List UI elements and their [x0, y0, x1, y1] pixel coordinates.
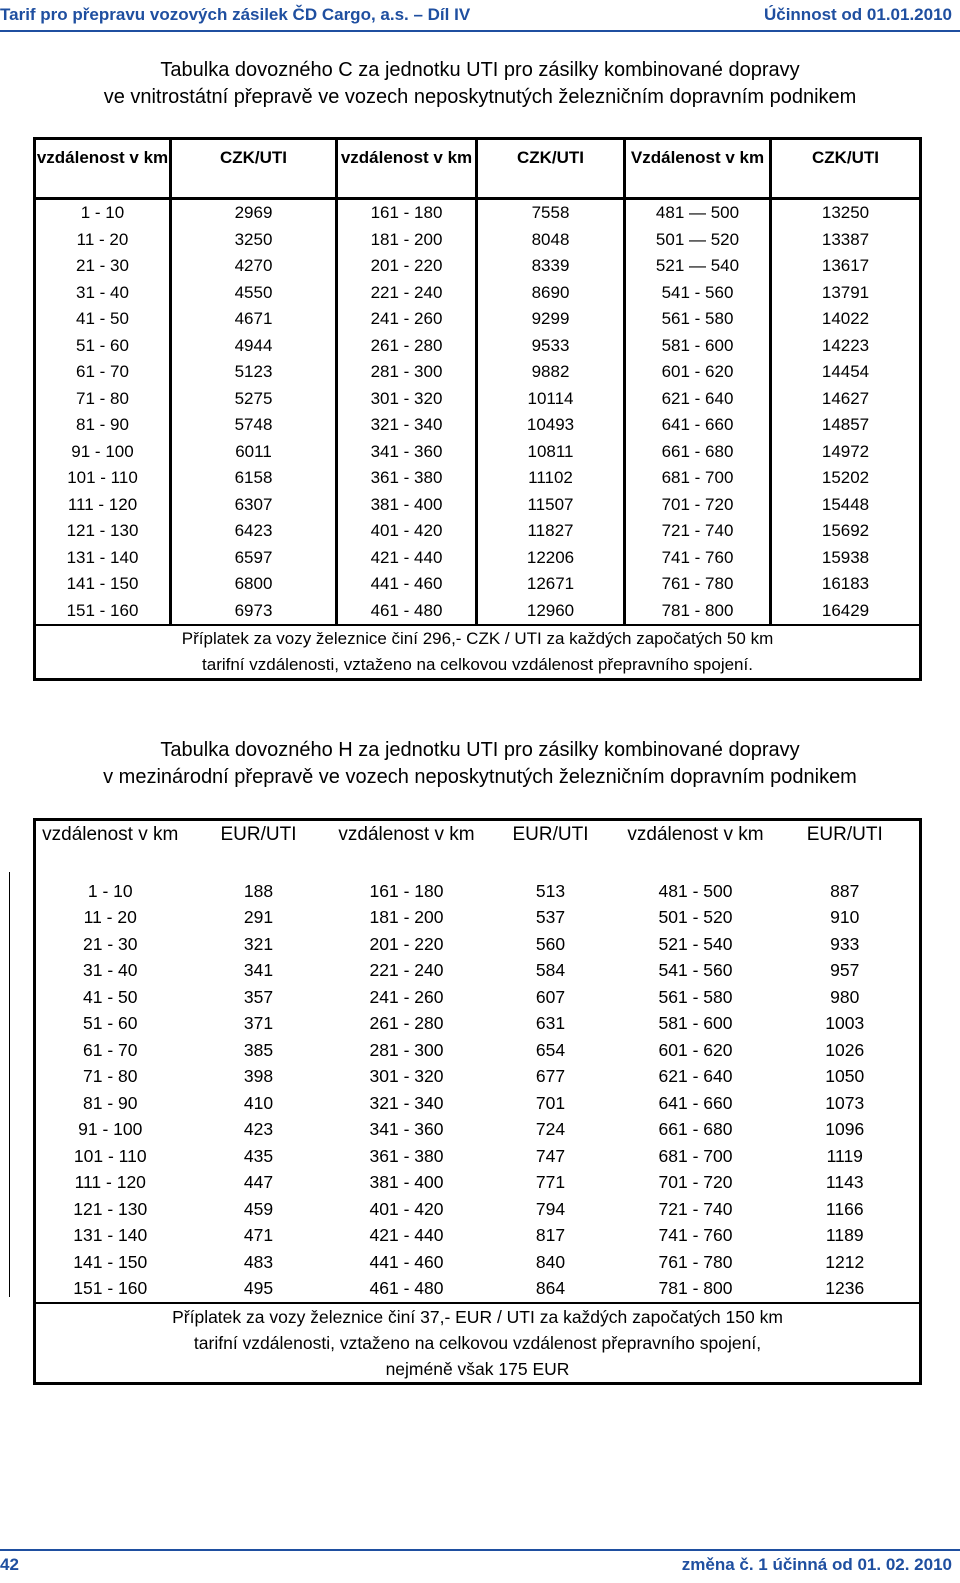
- distance-cell: 421 - 440: [337, 545, 477, 572]
- distance-cell: 201 - 220: [369, 933, 444, 954]
- table-c-note-row: [35, 625, 921, 680]
- table-row: [35, 1037, 921, 1064]
- price-cell: 1143: [825, 1172, 864, 1193]
- distance-cell: 61 - 70: [83, 1039, 138, 1060]
- distance-cell: 721 - 740: [625, 518, 771, 545]
- table-c-header-price-2: CZK/UTI: [477, 139, 625, 199]
- distance-cell: 21 - 30: [76, 256, 129, 276]
- table-c-header-row: [35, 139, 921, 199]
- price-cell: 1166: [825, 1198, 864, 1219]
- price-cell: 15448: [771, 492, 921, 519]
- price-cell: 584: [535, 960, 566, 981]
- price-cell: 6307: [171, 492, 337, 519]
- table-row: [35, 904, 921, 931]
- distance-cell: 701 - 720: [658, 1172, 733, 1193]
- price-cell: 371: [243, 1013, 274, 1034]
- header-effective-date: Účinnost od 01.01.2010: [763, 5, 952, 24]
- distance-cell: 461 - 480: [337, 598, 477, 626]
- price-cell: 11827: [477, 518, 625, 545]
- price-cell: 10493: [477, 412, 625, 439]
- price-cell: 12960: [477, 598, 625, 626]
- price-cell: 6423: [171, 518, 337, 545]
- table-row: [35, 878, 921, 905]
- distance-cell: 71 - 80: [76, 388, 129, 408]
- distance-cell: 321 - 340: [369, 1092, 444, 1113]
- distance-cell: 41 - 50: [76, 309, 129, 329]
- distance-cell: 501 — 520: [625, 227, 771, 254]
- price-cell: 1073: [825, 1092, 865, 1113]
- price-cell: 513: [535, 880, 566, 901]
- table-row: [35, 492, 921, 519]
- distance-cell: 581 - 600: [625, 333, 771, 360]
- distance-cell: 641 - 660: [625, 412, 771, 439]
- price-cell: 724: [535, 1119, 566, 1140]
- table-row: [35, 931, 921, 958]
- distance-cell: 31 - 40: [83, 960, 138, 981]
- distance-cell: 661 - 680: [625, 439, 771, 466]
- distance-cell: 561 - 580: [625, 306, 771, 333]
- price-cell: 6597: [171, 545, 337, 572]
- price-cell: 495: [243, 1278, 274, 1299]
- table-row: [35, 253, 921, 280]
- price-cell: 15938: [771, 545, 921, 572]
- distance-cell: 741 - 760: [625, 545, 771, 572]
- distance-cell: 621 - 640: [658, 1066, 733, 1087]
- distance-cell: 761 - 780: [658, 1251, 733, 1272]
- price-cell: 560: [535, 933, 566, 954]
- price-cell: 1212: [825, 1251, 865, 1272]
- distance-cell: 11 - 20: [83, 907, 137, 928]
- price-cell: 321: [243, 933, 274, 954]
- price-cell: 15202: [771, 465, 921, 492]
- price-cell: 980: [830, 986, 860, 1007]
- price-cell: 9882: [477, 359, 625, 386]
- table-c-note-line1: Příplatek za vozy železnice činí 296,- CZK / UTI za každých započatých 50 km: [181, 629, 774, 648]
- page-header: [0, 0, 960, 30]
- price-cell: 747: [535, 1145, 566, 1166]
- distance-cell: 221 - 240: [369, 960, 444, 981]
- table-h-header-price-1: EUR/UTI: [220, 824, 297, 845]
- table-row: [35, 571, 921, 598]
- header-rule: [0, 30, 960, 32]
- table-h-header-distance-1: vzdálenost v km: [42, 824, 179, 845]
- distance-cell: 261 - 280: [337, 333, 477, 360]
- table-h-header-price-3: EUR/UTI: [806, 824, 883, 845]
- distance-cell: 581 - 600: [658, 1013, 733, 1034]
- distance-cell: 281 - 300: [369, 1039, 444, 1060]
- price-cell: 15692: [771, 518, 921, 545]
- table-row: [35, 1063, 921, 1090]
- price-cell: 11102: [477, 465, 625, 492]
- price-cell: 2969: [171, 199, 337, 227]
- distance-cell: 521 — 540: [625, 253, 771, 280]
- price-cell: 423: [243, 1119, 274, 1140]
- distance-cell: 221 - 240: [337, 280, 477, 307]
- change-note: změna č. 1 účinná od 01. 02. 2010: [681, 1555, 952, 1574]
- price-cell: 14972: [771, 439, 921, 466]
- distance-cell: 31 - 40: [76, 282, 129, 302]
- price-cell: 1119: [826, 1145, 863, 1166]
- price-cell: 410: [243, 1092, 274, 1113]
- price-cell: 13250: [771, 199, 921, 227]
- price-cell: 4270: [171, 253, 337, 280]
- distance-cell: 1 - 10: [87, 880, 133, 901]
- price-cell: 6158: [171, 465, 337, 492]
- distance-cell: 301 - 320: [369, 1066, 444, 1087]
- price-cell: 1003: [825, 1013, 865, 1034]
- distance-cell: 521 - 540: [658, 933, 733, 954]
- price-cell: 5123: [171, 359, 337, 386]
- price-cell: 7558: [477, 199, 625, 227]
- distance-cell: 741 - 760: [658, 1225, 733, 1246]
- table-h-note-line3: nejméně však 175 EUR: [385, 1358, 570, 1379]
- table-h-header-row: [35, 820, 921, 878]
- price-cell: 3250: [171, 227, 337, 254]
- distance-cell: 151 - 160: [66, 600, 139, 620]
- table-row: [35, 518, 921, 545]
- table-c-header-price-3: CZK/UTI: [771, 139, 921, 199]
- table-row: [35, 199, 921, 227]
- table-h-header-distance-2: vzdálenost v km: [338, 824, 475, 845]
- distance-cell: 121 - 130: [73, 1198, 148, 1219]
- table-row: [35, 1275, 921, 1303]
- table-row: [35, 598, 921, 626]
- table-c-header-distance-2: vzdálenost v km: [337, 139, 477, 199]
- price-cell: 6800: [171, 571, 337, 598]
- table-row: [35, 1090, 921, 1117]
- header-title: Tarif pro přepravu vozových zásilek ČD Cargo, a.s. – Díl IV: [0, 5, 471, 24]
- price-cell: 9299: [477, 306, 625, 333]
- distance-cell: 781 - 800: [658, 1278, 733, 1299]
- distance-cell: 111 - 120: [74, 1172, 146, 1193]
- distance-cell: 541 - 560: [625, 280, 771, 307]
- table-row: [35, 1196, 921, 1223]
- table-c-header-price-1: CZK/UTI: [171, 139, 337, 199]
- price-cell: 435: [243, 1145, 274, 1166]
- distance-cell: 241 - 260: [369, 986, 444, 1007]
- table-row: [35, 1010, 921, 1037]
- distance-cell: 441 - 460: [337, 571, 477, 598]
- price-cell: 16429: [771, 598, 921, 626]
- price-cell: 6011: [171, 439, 337, 466]
- distance-cell: 401 - 420: [337, 518, 477, 545]
- distance-cell: 681 - 700: [625, 465, 771, 492]
- distance-cell: 41 - 50: [83, 986, 138, 1007]
- distance-cell: 181 - 200: [337, 227, 477, 254]
- table-row: [35, 386, 921, 413]
- table-row: [35, 280, 921, 307]
- price-cell: 607: [535, 986, 566, 1007]
- table-c-header-distance-3: Vzdálenost v km: [625, 139, 771, 199]
- price-cell: 10811: [477, 439, 625, 466]
- price-cell: 357: [243, 986, 274, 1007]
- table-h-header-distance-3: vzdálenost v km: [627, 824, 764, 845]
- table-row: [35, 465, 921, 492]
- price-cell: 4671: [171, 306, 337, 333]
- table-h-header-price-2: EUR/UTI: [512, 824, 589, 845]
- price-cell: 12671: [477, 571, 625, 598]
- table-c-header-distance-1: vzdálenost v km: [36, 148, 169, 167]
- table-c-note-line2: tarifní vzdálenosti, vztaženo na celkovou vzdálenost přepravního spojení.: [202, 655, 753, 674]
- distance-cell: 761 - 780: [625, 571, 771, 598]
- distance-cell: 151 - 160: [73, 1278, 148, 1299]
- distance-cell: 401 - 420: [369, 1198, 444, 1219]
- price-cell: 10114: [477, 386, 625, 413]
- price-cell: 9533: [477, 333, 625, 360]
- price-cell: 1236: [825, 1278, 865, 1299]
- distance-cell: 341 - 360: [369, 1119, 444, 1140]
- table-row: [35, 1249, 921, 1276]
- distance-cell: 361 - 380: [369, 1145, 444, 1166]
- price-cell: 341: [243, 960, 274, 981]
- distance-cell: 481 — 500: [625, 199, 771, 227]
- price-cell: 1050: [825, 1066, 865, 1087]
- price-cell: 654: [535, 1039, 566, 1060]
- table-row: [35, 412, 921, 439]
- distance-cell: 261 - 280: [369, 1013, 444, 1034]
- price-cell: 631: [535, 1013, 566, 1034]
- price-cell: 447: [243, 1172, 274, 1193]
- price-cell: 1026: [825, 1039, 865, 1060]
- table-h-note-line1: Příplatek za vozy železnice činí 37,- EUR / UTI za každých započatých 150 km: [172, 1306, 783, 1327]
- price-cell: 483: [243, 1251, 274, 1272]
- distance-cell: 161 - 180: [369, 880, 444, 901]
- price-cell: 957: [830, 960, 860, 981]
- distance-cell: 381 - 400: [369, 1172, 444, 1193]
- price-cell: 8048: [477, 227, 625, 254]
- distance-cell: 101 - 110: [73, 1145, 147, 1166]
- table-h-body: [35, 878, 921, 1303]
- table-h-note: [35, 1303, 921, 1384]
- table-row: [35, 984, 921, 1011]
- distance-cell: 51 - 60: [83, 1013, 138, 1034]
- price-cell: 385: [243, 1039, 274, 1060]
- distance-cell: 91 - 100: [78, 1119, 143, 1140]
- distance-cell: 601 - 620: [625, 359, 771, 386]
- table-h-title: [0, 737, 960, 791]
- distance-cell: 131 - 140: [66, 547, 139, 567]
- distance-cell: 281 - 300: [337, 359, 477, 386]
- distance-cell: 701 - 720: [625, 492, 771, 519]
- margin-change-bar: [9, 872, 10, 1297]
- distance-cell: 541 - 560: [658, 960, 733, 981]
- table-row: [35, 1169, 921, 1196]
- price-cell: 398: [243, 1066, 274, 1087]
- distance-cell: 681 - 700: [658, 1145, 733, 1166]
- price-cell: 864: [535, 1278, 566, 1299]
- distance-cell: 141 - 150: [73, 1251, 148, 1272]
- price-cell: 677: [535, 1066, 566, 1087]
- price-cell: 13617: [771, 253, 921, 280]
- table-h-title-line2: v mezinárodní přepravě ve vozech neposkytnutých železničním dopravním podnikem: [103, 766, 857, 788]
- price-cell: 8339: [477, 253, 625, 280]
- price-cell: 701: [535, 1092, 566, 1113]
- price-cell: 13791: [771, 280, 921, 307]
- table-row: [35, 1116, 921, 1143]
- distance-cell: 781 - 800: [625, 598, 771, 626]
- distance-cell: 111 - 120: [67, 494, 138, 514]
- table-c-title-line2: ve vnitrostátní přepravě ve vozech neposkytnutých železničním dopravním podnikem: [103, 86, 857, 108]
- page-number: 42: [0, 1555, 19, 1574]
- table-row: [35, 333, 921, 360]
- distance-cell: 301 - 320: [337, 386, 477, 413]
- distance-cell: 91 - 100: [71, 441, 134, 461]
- table-h: [33, 818, 922, 1385]
- price-cell: 291: [243, 907, 274, 928]
- price-cell: 14627: [771, 386, 921, 413]
- distance-cell: 1 - 10: [35, 199, 171, 227]
- distance-cell: 201 - 220: [337, 253, 477, 280]
- distance-cell: 241 - 260: [337, 306, 477, 333]
- price-cell: 13387: [771, 227, 921, 254]
- price-cell: 933: [830, 933, 860, 954]
- table-row: [35, 439, 921, 466]
- distance-cell: 71 - 80: [83, 1066, 138, 1087]
- price-cell: 14454: [771, 359, 921, 386]
- distance-cell: 481 - 500: [658, 880, 733, 901]
- distance-cell: 141 - 150: [66, 574, 139, 594]
- distance-cell: 621 - 640: [625, 386, 771, 413]
- distance-cell: 131 - 140: [73, 1225, 148, 1246]
- distance-cell: 641 - 660: [658, 1092, 733, 1113]
- table-c: [33, 137, 922, 681]
- price-cell: 14223: [771, 333, 921, 360]
- distance-cell: 161 - 180: [337, 199, 477, 227]
- table-row: [35, 227, 921, 254]
- distance-cell: 361 - 380: [337, 465, 477, 492]
- table-c-note: [35, 625, 921, 680]
- distance-cell: 321 - 340: [337, 412, 477, 439]
- price-cell: 840: [535, 1251, 566, 1272]
- table-row: [35, 957, 921, 984]
- price-cell: 817: [535, 1225, 566, 1246]
- price-cell: 11507: [477, 492, 625, 519]
- table-c-body: [35, 199, 921, 626]
- price-cell: 771: [535, 1172, 566, 1193]
- distance-cell: 421 - 440: [369, 1225, 444, 1246]
- distance-cell: 81 - 90: [83, 1092, 138, 1113]
- price-cell: 471: [243, 1225, 274, 1246]
- price-cell: 14022: [771, 306, 921, 333]
- price-cell: 4550: [171, 280, 337, 307]
- table-h-note-row: [35, 1303, 921, 1384]
- distance-cell: 441 - 460: [369, 1251, 444, 1272]
- price-cell: 537: [535, 907, 566, 928]
- table-row: [35, 359, 921, 386]
- distance-cell: 601 - 620: [658, 1039, 733, 1060]
- distance-cell: 381 - 400: [337, 492, 477, 519]
- distance-cell: 11 - 20: [76, 229, 129, 249]
- price-cell: 1096: [825, 1119, 865, 1140]
- distance-cell: 61 - 70: [76, 362, 129, 382]
- table-c-title-line1: Tabulka dovozného C za jednotku UTI pro zásilky kombinované dopravy: [160, 59, 800, 81]
- price-cell: 6973: [171, 598, 337, 626]
- price-cell: 16183: [771, 571, 921, 598]
- table-row: [35, 306, 921, 333]
- distance-cell: 341 - 360: [337, 439, 477, 466]
- price-cell: 12206: [477, 545, 625, 572]
- distance-cell: 561 - 580: [658, 986, 733, 1007]
- table-row: [35, 545, 921, 572]
- distance-cell: 101 - 110: [67, 468, 138, 488]
- table-c-title: [0, 57, 960, 111]
- distance-cell: 121 - 130: [66, 521, 139, 541]
- price-cell: 188: [243, 880, 274, 901]
- price-cell: 794: [535, 1198, 566, 1219]
- table-row: [35, 1222, 921, 1249]
- price-cell: 14857: [771, 412, 921, 439]
- distance-cell: 51 - 60: [76, 335, 129, 355]
- distance-cell: 661 - 680: [658, 1119, 733, 1140]
- footer-rule: [0, 1549, 960, 1551]
- table-h-note-line2: tarifní vzdálenosti, vztaženo na celkovou vzdálenost přepravního spojení,: [193, 1332, 762, 1353]
- price-cell: 887: [830, 880, 860, 901]
- price-cell: 4944: [171, 333, 337, 360]
- price-cell: 1189: [825, 1225, 864, 1246]
- price-cell: 8690: [477, 280, 625, 307]
- distance-cell: 501 - 520: [658, 907, 733, 928]
- distance-cell: 461 - 480: [369, 1278, 444, 1299]
- price-cell: 5748: [171, 412, 337, 439]
- price-cell: 459: [243, 1198, 274, 1219]
- distance-cell: 181 - 200: [369, 907, 444, 928]
- distance-cell: 21 - 30: [83, 933, 138, 954]
- distance-cell: 81 - 90: [76, 415, 129, 435]
- price-cell: 910: [830, 907, 860, 928]
- distance-cell: 721 - 740: [658, 1198, 733, 1219]
- table-row: [35, 1143, 921, 1170]
- price-cell: 5275: [171, 386, 337, 413]
- table-h-title-line1: Tabulka dovozného H za jednotku UTI pro zásilky kombinované dopravy: [160, 739, 800, 761]
